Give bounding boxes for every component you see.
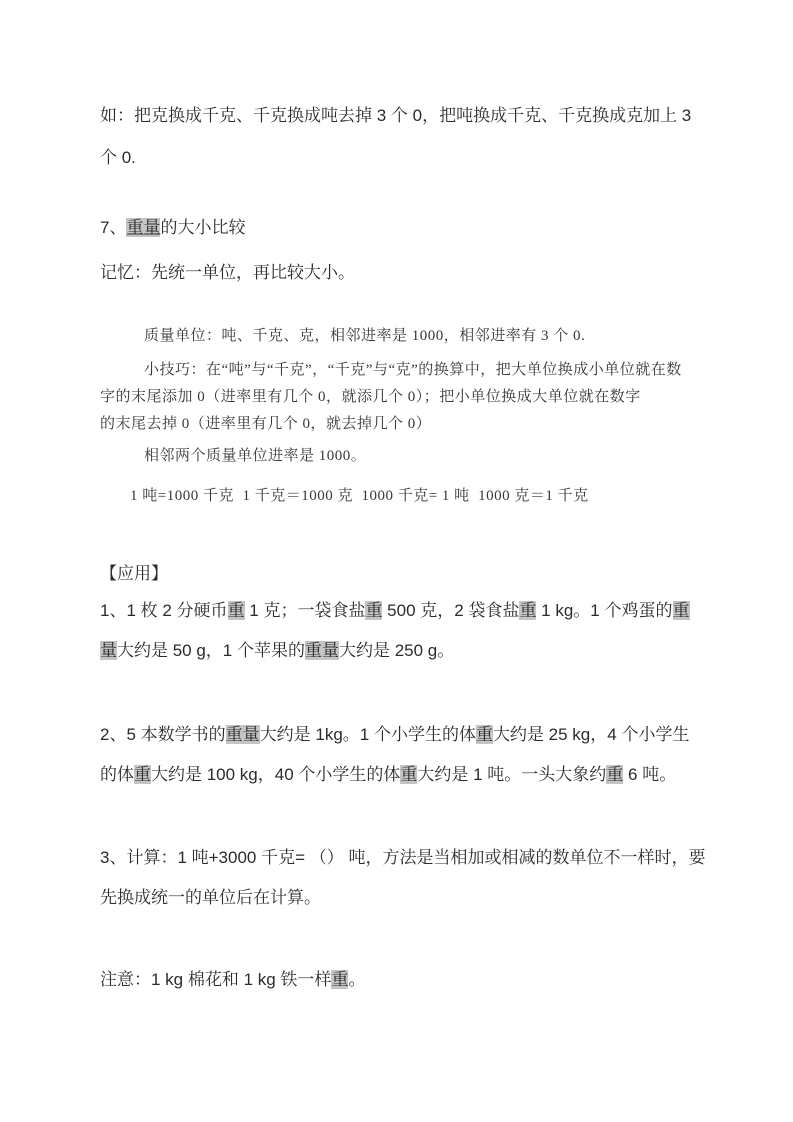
notes-line-mass-units: 质量单位：吨、千克、克，相邻进率是 1000，相邻进率有 3 个 0.	[144, 328, 586, 344]
intro-line-2: 个 0.	[100, 148, 136, 167]
application-item-3-line-1: 3、计算：1 吨+3000 千克= （） 吨，方法是当相加或相减的数单位不一样时，要	[100, 848, 706, 867]
highlighted-text: 重	[331, 970, 349, 989]
highlighted-text: 重	[475, 725, 493, 744]
intro-line-1: 如：把克换成千克、千克换成吨去掉 3 个 0，把吨换成千克、千克换成克加上 3	[100, 106, 692, 125]
text-segment: 1 克；一袋食盐	[244, 601, 366, 620]
application-item-2-line-2	[100, 755, 703, 795]
section-heading	[100, 207, 703, 249]
highlighted-text: 重	[672, 601, 690, 620]
highlighted-text: 重	[227, 601, 245, 620]
note-line	[100, 960, 703, 1000]
text-segment: 1、1 枚 2 分硬币	[100, 601, 228, 620]
text-segment: 的大小比较	[160, 218, 246, 237]
application-item-3	[100, 838, 706, 918]
text-segment: 大约是 50 g，1 个苹果的	[117, 641, 305, 660]
application-item-1	[100, 591, 703, 671]
text-segment: 大约是 25 kg，4 个小学生	[492, 725, 690, 744]
highlighted-text: 重	[606, 765, 624, 784]
notes-line-trick-2: 字的末尾添加 0（进率里有几个 0，就添几个 0）；把小单位换成大单位就在数字	[100, 389, 641, 405]
application-item-1-line-1	[100, 591, 703, 631]
text-segment: 。	[348, 970, 366, 989]
text-segment: 大约是 1kg。1 个小学生的体	[259, 725, 476, 744]
text-segment: 2、5 本数学书的	[100, 725, 226, 744]
highlighted-text: 重量	[126, 218, 161, 237]
notes-line-rate: 相邻两个质量单位进率是 1000。	[144, 448, 367, 464]
text-segment: 注意：1 kg 棉花和 1 kg 铁一样	[100, 970, 332, 989]
memory-tip-line: 记忆：先统一单位，再比较大小。	[100, 263, 355, 282]
text-segment: 6 吨。	[623, 765, 677, 784]
application-item-3-line-2: 先换成统一的单位后在计算。	[100, 888, 321, 907]
highlighted-text: 重量	[305, 641, 339, 660]
notes-line-trick-1: 小技巧：在“吨”与“千克”，“千克”与“克”的换算中，把大单位换成小单位就在数	[144, 362, 682, 378]
notes-block	[100, 323, 703, 510]
highlighted-text: 重	[134, 765, 151, 784]
text-segment: 7、	[100, 218, 127, 237]
equations-line: 1 吨=1000 千克 1 千克＝1000 克 1000 千克= 1 吨 1000 克＝1 千克	[130, 488, 589, 504]
application-item-2	[100, 715, 703, 795]
text-segment: 大约是 250 g。	[339, 641, 455, 660]
application-header: 【应用】	[100, 564, 168, 583]
highlighted-text: 重量	[225, 725, 260, 744]
text-segment: 的体	[100, 765, 134, 784]
highlighted-text: 重	[365, 601, 383, 620]
application-item-1-line-2	[100, 631, 703, 671]
highlighted-text: 重	[400, 765, 418, 784]
application-item-2-line-1	[100, 715, 703, 755]
text-segment: 大约是 1 吨。一头大象约	[417, 765, 607, 784]
notes-line-trick-3: 的末尾去掉 0（进率里有几个 0，就去掉几个 0）	[100, 416, 432, 432]
highlighted-text: 量	[100, 641, 117, 660]
text-segment: 500 克，2 袋食盐	[382, 601, 520, 620]
intro-paragraph	[100, 95, 703, 179]
highlighted-text: 重	[519, 601, 537, 620]
text-segment: 大约是 100 kg，40 个小学生的体	[151, 765, 401, 784]
text-segment: 1 kg。1 个鸡蛋的	[536, 601, 673, 620]
